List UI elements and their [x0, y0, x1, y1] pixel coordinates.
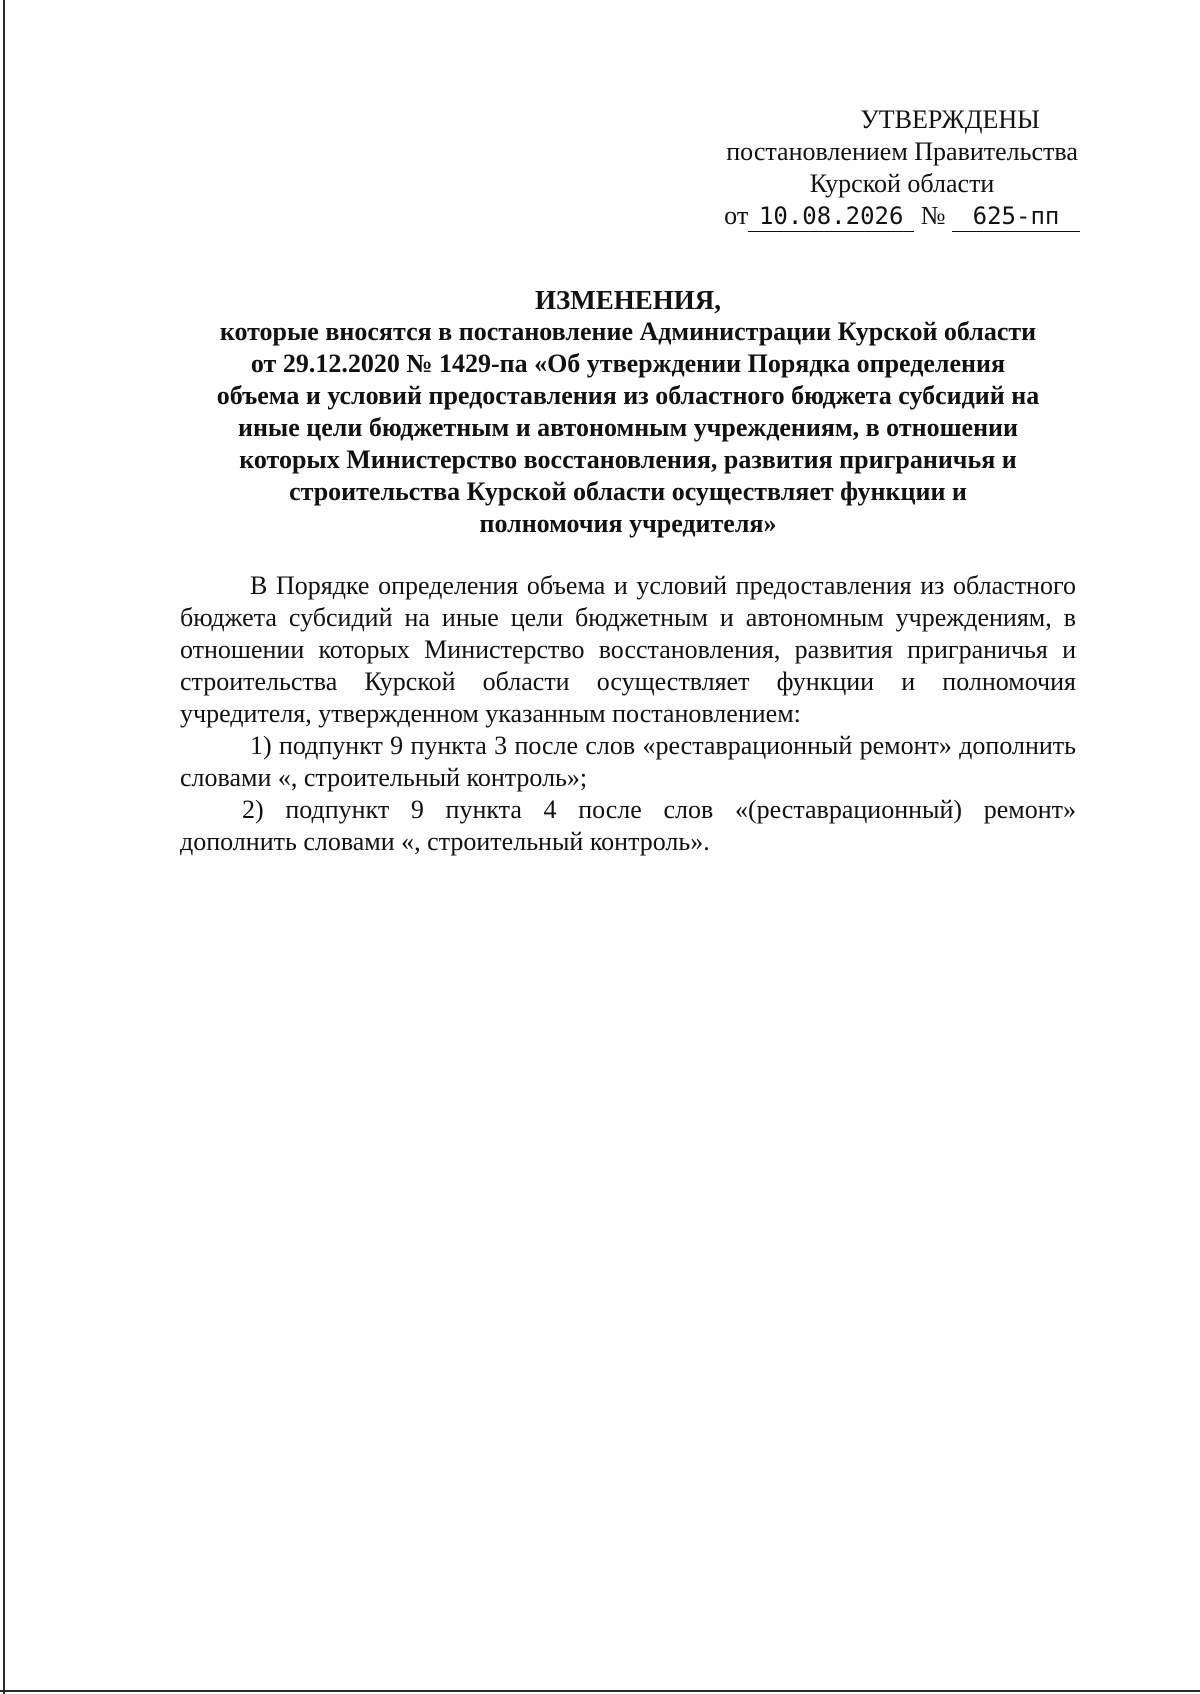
title-line: от 29.12.2020 № 1429-па «Об утверждении Порядка определения	[250, 349, 1006, 378]
date-number-line	[724, 200, 1080, 232]
document-title	[178, 284, 1078, 540]
approved-label: УТВЕРЖДЕНЫ	[860, 105, 1040, 134]
resolution-label: постановлением Правительства	[726, 137, 1078, 166]
date-prefix: от	[724, 201, 749, 230]
title-heading: ИЗМЕНЕНИЯ,	[534, 285, 721, 315]
amendment-item-2: 2) подпункт 9 пункта 4 после слов «(реставрационный) ремонт» дополнить словами «, строительный контроль».	[180, 795, 1076, 856]
title-line: которых Министерство восстановления, развития приграничья и	[239, 445, 1017, 474]
region-label: Курской области	[809, 169, 995, 198]
resolution-number: 625-пп	[952, 201, 1080, 232]
document-body	[180, 570, 1076, 858]
resolution-date: 10.08.2026	[748, 201, 914, 232]
title-line: строительства Курской области осуществляет функции и	[289, 477, 967, 506]
scan-border-bottom	[0, 1690, 1200, 1692]
intro-paragraph: В Порядке определения объема и условий предоставления из областного бюджета субсидий на иные цели бюджетным и автономным учреждениям, в отношении которых Министерство восстановления, развития приграничья и строительства Курской области осуществляет функции и полномочия учредителя, утвержденном указанным постановлением:	[180, 571, 1076, 728]
title-line: которые вносятся в постановление Администрации Курской области	[219, 317, 1037, 346]
title-line: объема и условий предоставления из областного бюджета субсидий на	[216, 381, 1040, 410]
approval-stamp-block	[724, 104, 1080, 232]
title-line: полномочия учредителя»	[479, 509, 777, 538]
number-prefix: №	[920, 201, 946, 230]
amendment-item-1: 1) подпункт 9 пункта 3 после слов «реставрационный ремонт» дополнить словами «, строительный контроль»;	[180, 731, 1076, 792]
scan-border-left	[3, 0, 5, 1694]
title-line: иные цели бюджетным и автономным учреждениям, в отношении	[237, 413, 1019, 442]
